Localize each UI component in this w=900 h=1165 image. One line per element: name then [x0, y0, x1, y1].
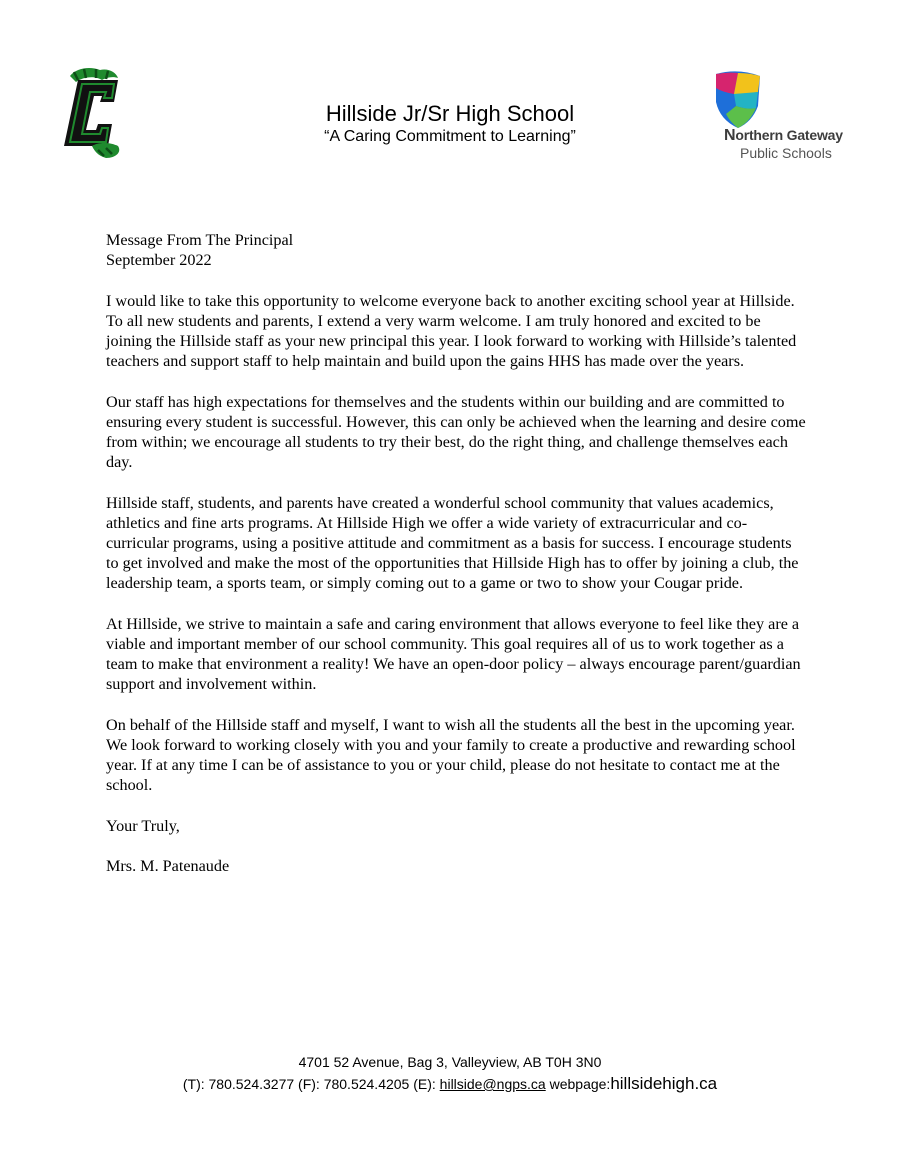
footer-email-link[interactable]: hillside@ngps.ca	[439, 1076, 546, 1092]
footer-website-link[interactable]: hillsidehigh.ca	[610, 1074, 718, 1093]
division-name	[724, 127, 843, 145]
letterhead-footer	[0, 1052, 900, 1095]
letter-paragraph: Our staff has high expectations for themselves and the students within our building and are committed to ensuring every student is successful. However, this can only be achieved when the learning and desire come from within; we encourage all students to try their best, do the right thing, and challenge themselves each day.	[106, 392, 806, 472]
letter-closing: Your Truly,	[106, 816, 180, 835]
division-name-initial: N	[724, 127, 736, 144]
footer-address: 4701 52 Avenue, Bag 3, Valleyview, AB T0H 3N0	[298, 1054, 602, 1070]
letter-heading: Message From The Principal	[106, 231, 294, 249]
division-name-rest: orthern Gateway	[735, 127, 843, 143]
letter-paragraph: I would like to take this opportunity to welcome everyone back to another exciting school year at Hillside. To all new students and parents, I extend a very warm welcome. I am truly honored and excited to be joining the Hillside staff as your new principal this year. I look forward to working with Hillside’s talented teachers and support staff to help maintain and build upon the gains HHS has made over the years.	[106, 291, 797, 371]
footer-webpage-label: webpage:	[545, 1076, 611, 1092]
letter-signature: Mrs. M. Patenaude	[106, 857, 230, 876]
letter-paragraph: On behalf of the Hillside staff and myself, I want to wish all the students all the best in the upcoming year. We look forward to working closely with you and your family to create a productive and rewarding school year. If at any time I can be of assistance to you or your child, please do not hesitate to contact me at the school.	[106, 715, 796, 795]
letter-paragraph: At Hillside, we strive to maintain a safe and caring environment that allows everyone to feel like they are a viable and important member of our school community. This goal requires all of us to work together as a team to make that environment a reality! We have an open-door policy – always encourage parent/guardian support and involvement within.	[106, 614, 801, 694]
letter-date: September 2022	[106, 251, 212, 270]
footer-contact-line	[0, 1073, 900, 1095]
letter-paragraph: Hillside staff, students, and parents have created a wonderful school community that values academics, athletics and fine arts programs. At Hillside High we offer a wide variety of extracurricular and co-curricular programs, using a positive attitude and commitment as a basis for success. I encourage students to get involved and make the most of the opportunities that Hillside High has to offer by joining a club, the leadership team, a sports team, or simply coming out to a game or two to show your Cougar pride.	[106, 493, 799, 593]
school-name: Hillside Jr/Sr High School	[325, 101, 575, 126]
letter-body	[106, 230, 806, 897]
school-motto: “A Caring Commitment to Learning”	[324, 128, 576, 145]
division-subtitle: Public Schools	[740, 145, 832, 161]
footer-phone-fax: (T): 780.524.3277 (F): 780.524.4205 (E):	[182, 1076, 440, 1092]
